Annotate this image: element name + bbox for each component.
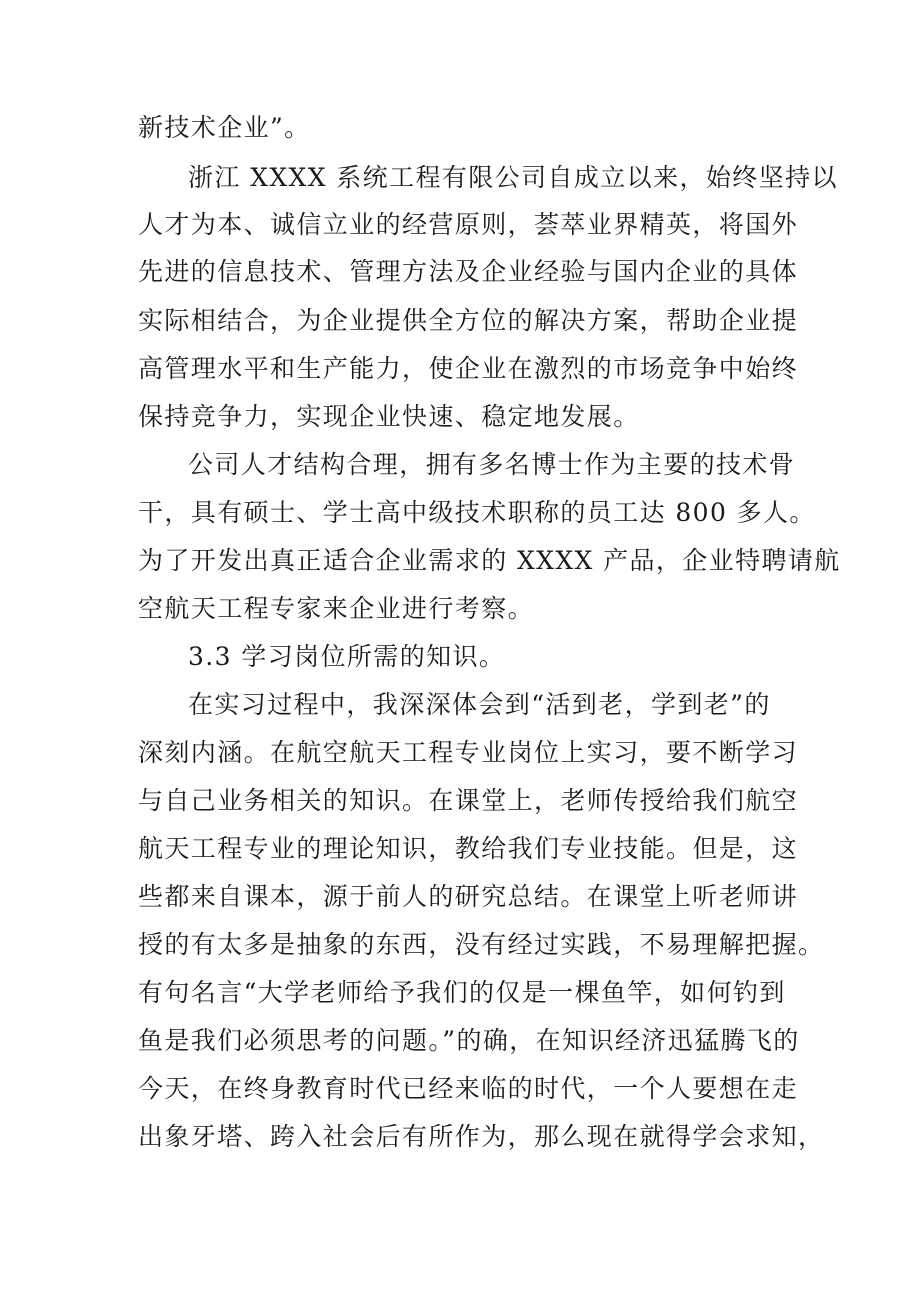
paragraph-line: 鱼是我们必须思考的问题。”的确，在知识经济迅猛腾飞的 [138, 1026, 800, 1055]
paragraph-line: 为了开发出真正适合企业需求的 XXXX 产品，企业特聘请航 [138, 546, 841, 575]
paragraph-line: 人才为本、诚信立业的经营原则，荟萃业界精英，将国外 [138, 210, 799, 239]
section-heading: 3.3 学习岗位所需的知识。 [188, 642, 506, 671]
paragraph-line: 浙江 XXXX 系统工程有限公司自成立以来，始终坚持以 [188, 163, 838, 192]
paragraph-line: 实际相结合，为企业提供全方位的解决方案，帮助企业提 [138, 306, 799, 335]
paragraph-line: 在实习过程中，我深深体会到“活到老，学到老”的 [188, 690, 771, 719]
paragraph-line: 有句名言“大学老师给予我们的仅是一棵鱼竿，如何钓到 [138, 978, 786, 1007]
paragraph-line: 高管理水平和生产能力，使企业在激烈的市场竞争中始终 [138, 354, 799, 383]
paragraph-line: 授的有太多是抽象的东西，没有经过实践，不易理解把握。 [138, 930, 825, 959]
paragraph-line: 公司人才结构合理，拥有多名博士作为主要的技术骨 [188, 450, 796, 479]
paragraph-line: 今天，在终身教育时代已经来临的时代，一个人要想在走 [138, 1074, 799, 1103]
paragraph-line: 航天工程专业的理论知识，教给我们专业技能。但是，这 [138, 834, 799, 863]
paragraph-line: 出象牙塔、跨入社会后有所作为，那么现在就得学会求知， [138, 1122, 825, 1151]
paragraph-line: 先进的信息技术、管理方法及企业经验与国内企业的具体 [138, 257, 799, 286]
paragraph-line: 保持竞争力，实现企业快速、稳定地发展。 [138, 402, 640, 431]
paragraph-line: 空航天工程专家来企业进行考察。 [138, 594, 535, 623]
paragraph-line: 新技术企业”。 [138, 113, 311, 142]
paragraph-line: 深刻内涵。在航空航天工程专业岗位上实习，要不断学习 [138, 738, 799, 767]
paragraph-line: 与自己业务相关的知识。在课堂上，老师传授给我们航空 [138, 786, 799, 815]
paragraph-line: 些都来自课本，源于前人的研究总结。在课堂上听老师讲 [138, 882, 799, 911]
paragraph-line: 干，具有硕士、学士高中级技术职称的员工达 800 多人。 [138, 498, 816, 527]
